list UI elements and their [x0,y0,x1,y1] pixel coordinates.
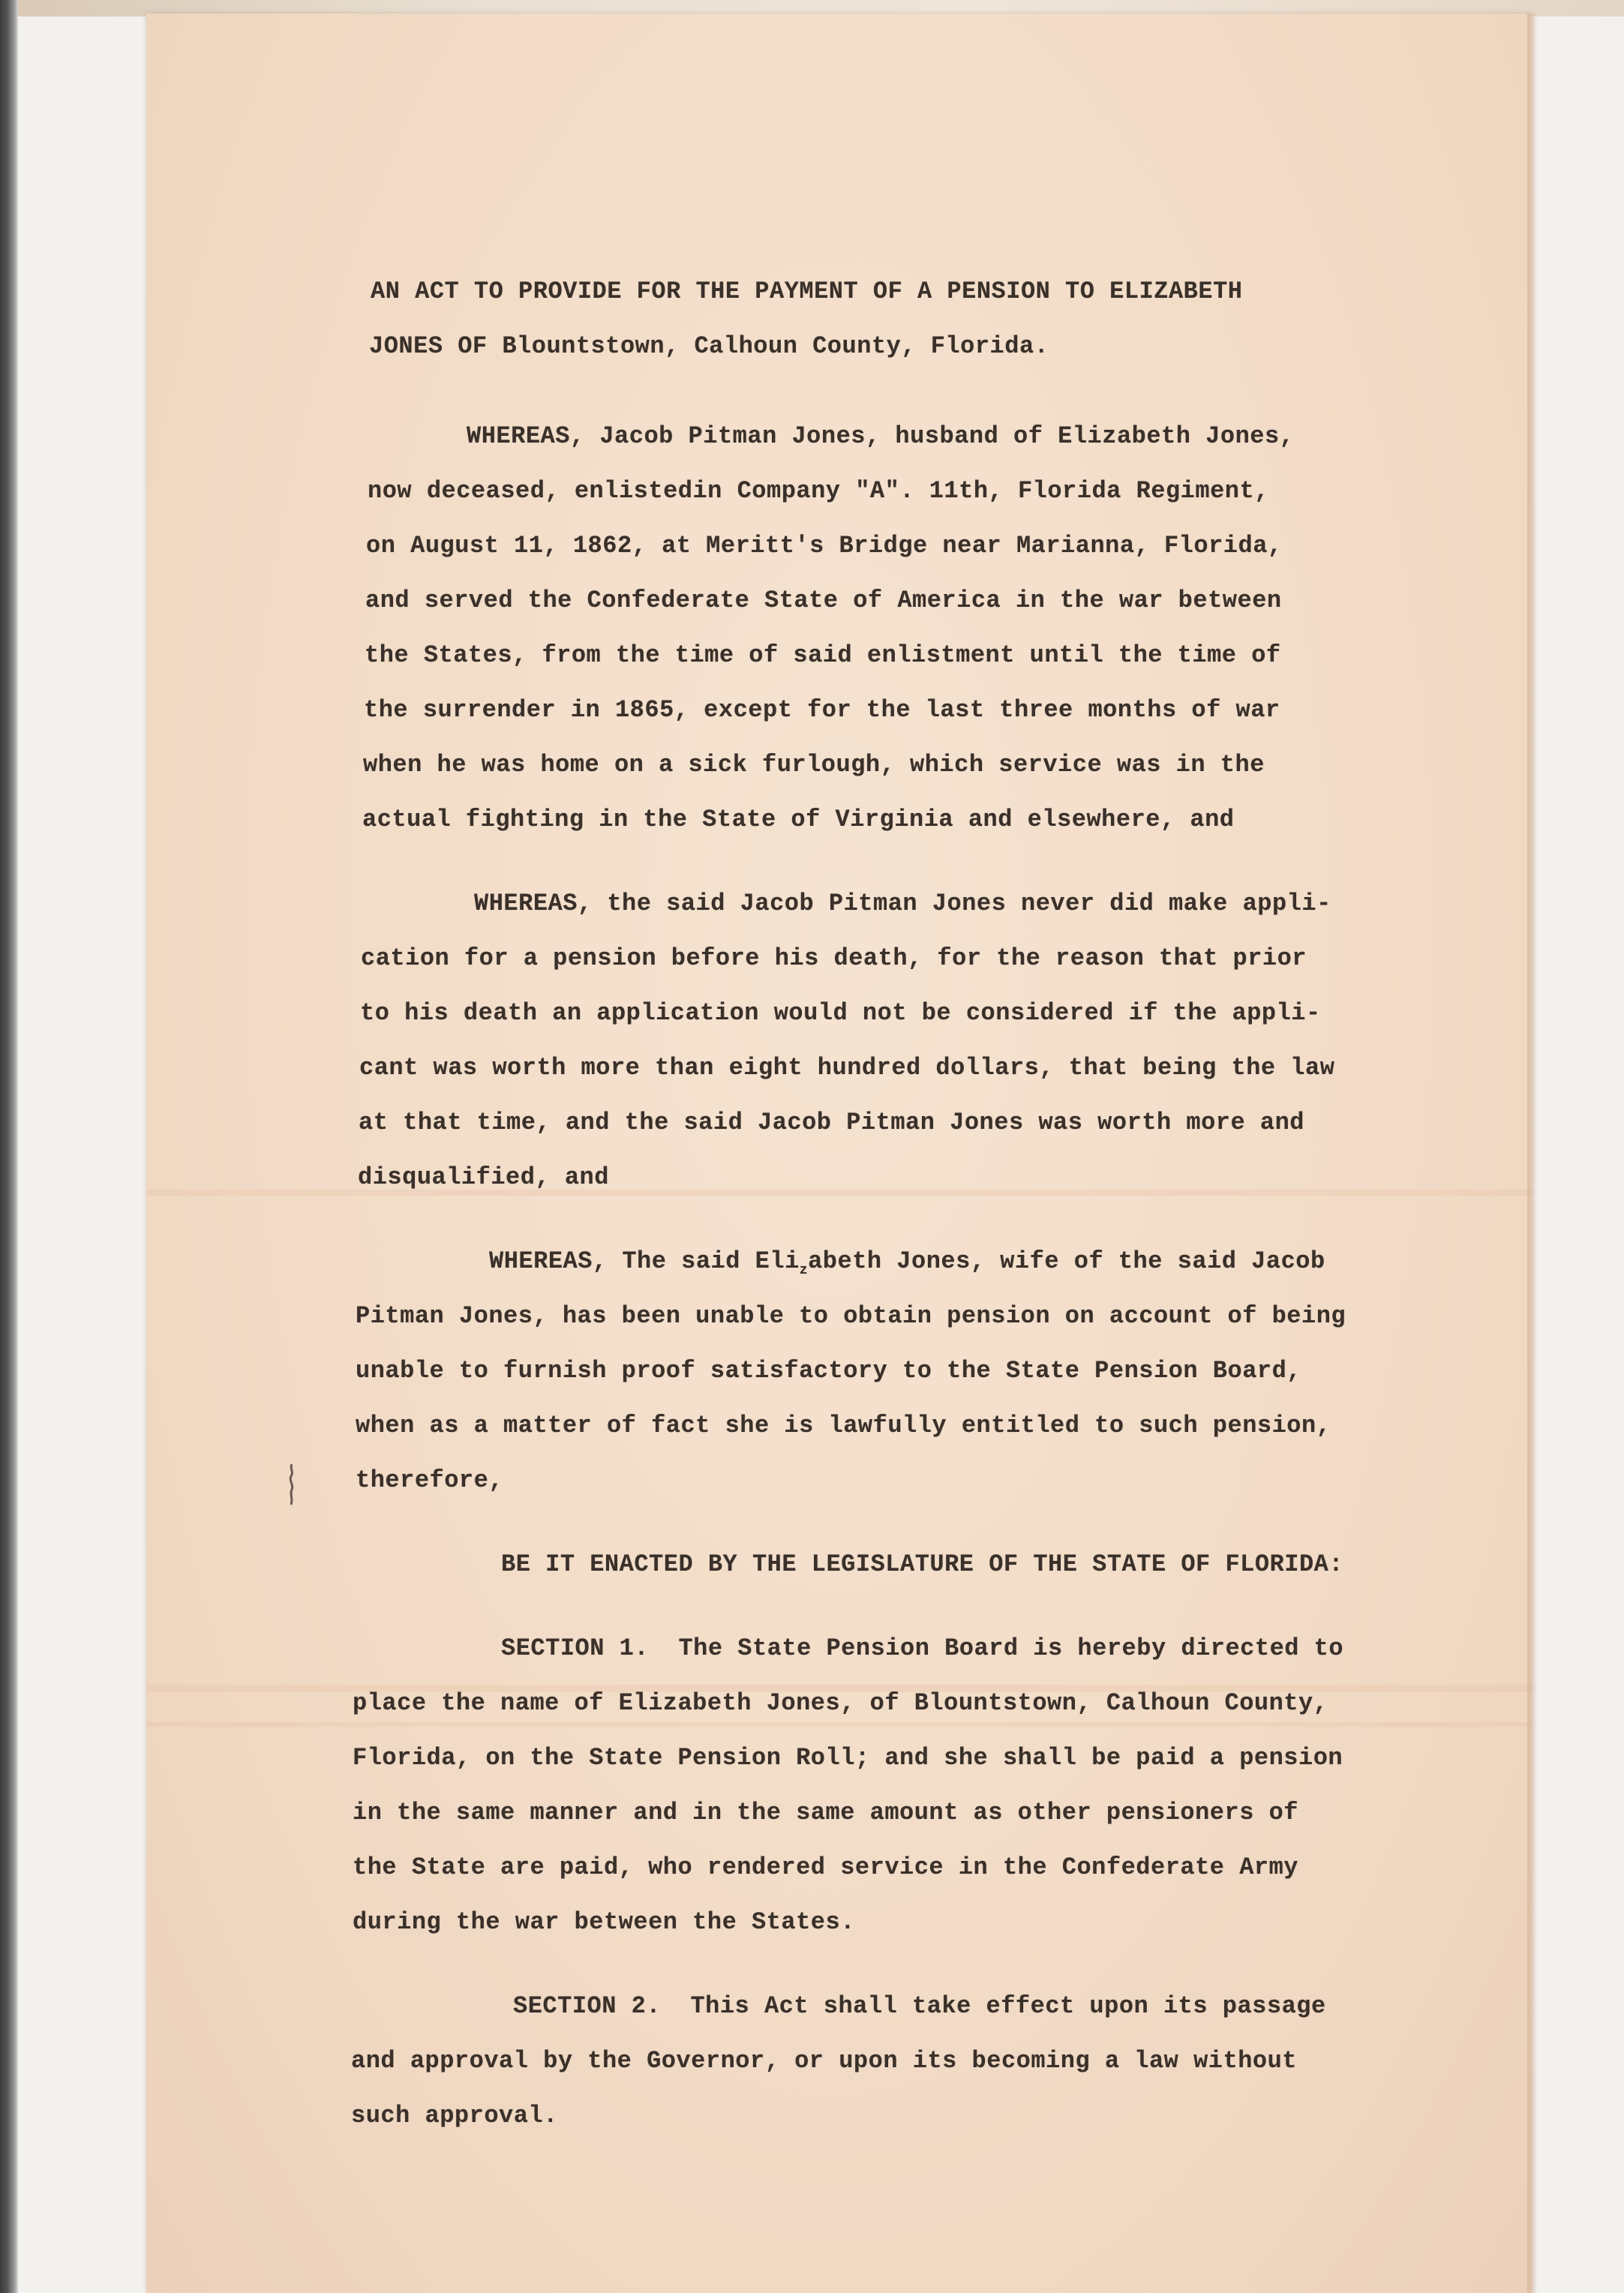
whereas-paragraph-line: therefore, [356,1466,504,1494]
section-1-line: the State are paid, who rendered service in the Confederate Army [353,1853,1298,1881]
whereas-3-first-text: WHEREAS, The said Eli [489,1247,800,1275]
section-2-line: SECTION 2. This Act shall take effect upon its passage [513,1992,1326,2020]
whereas-paragraph-line: on August 11, 1862, at Meritt's Bridge near Marianna, Florida, [366,532,1283,560]
whereas-paragraph-line: WHEREAS, Jacob Pitman Jones, husband of Elizabeth Jones, [467,422,1295,450]
whereas-paragraph-line: cation for a pension before his death, for the reason that prior [361,944,1307,972]
whereas-paragraph-line: WHEREAS, the said Jacob Pitman Jones never did make appli- [474,890,1331,917]
whereas-paragraph-line: when as a matter of fact she is lawfully entitled to such pension, [356,1412,1331,1439]
section-1-line: Florida, on the State Pension Roll; and she shall be paid a pension [353,1744,1343,1772]
whereas-3-first-text-rest: abeth Jones, wife of the said Jacob [808,1247,1325,1275]
whereas-paragraph-line: to his death an application would not be considered if the appli- [360,999,1321,1027]
whereas-paragraph-line: the surrender in 1865, except for the last three months of war [364,696,1280,724]
whereas-paragraph-line: disqualified, and [358,1163,609,1191]
section-1-line: place the name of Elizabeth Jones, of Blountstown, Calhoun County, [353,1689,1328,1717]
whereas-paragraph-line: the States, from the time of said enlistment until the time of [365,641,1281,669]
whereas-paragraph-line: actual fighting in the State of Virginia and elsewhere, and [362,806,1235,833]
section-1-line: during the war between the States. [353,1908,855,1936]
section-2-line: such approval. [351,2102,558,2129]
section-2-line: and approval by the Governor, or upon its becoming a law without [351,2047,1297,2075]
whereas-3-typo-subscript: z [799,1263,809,1278]
whereas-paragraph-line: at that time, and the said Jacob Pitman Jones was worth more and [359,1109,1304,1136]
whereas-paragraph-line: cant was worth more than eight hundred dollars, that being the law [359,1054,1335,1082]
section-1-line: in the same manner and in the same amount as other pensioners of [353,1799,1298,1826]
enacting-clause: BE IT ENACTED BY THE LEGISLATURE OF THE STATE OF FLORIDA: [501,1550,1344,1578]
whereas-paragraph-line: Pitman Jones, has been unable to obtain pension on account of being [356,1302,1346,1330]
whereas-paragraph-line [489,1247,1325,1278]
section-1-line: SECTION 1. The State Pension Board is hereby directed to [501,1634,1344,1662]
whereas-paragraph-line: now deceased, enlistedin Company "A". 11th, Florida Regiment, [368,477,1269,505]
act-title-line: JONES OF Blountstown, Calhoun County, Florida. [369,332,1049,360]
whereas-paragraph-line: and served the Confederate State of America in the war between [365,587,1282,614]
whereas-paragraph-line: unable to furnish proof satisfactory to the State Pension Board, [356,1357,1301,1385]
whereas-paragraph-line: when he was home on a sick furlough, which service was in the [363,751,1265,779]
act-title-line: AN ACT TO PROVIDE FOR THE PAYMENT OF A PENSION TO ELIZABETH [371,278,1243,305]
